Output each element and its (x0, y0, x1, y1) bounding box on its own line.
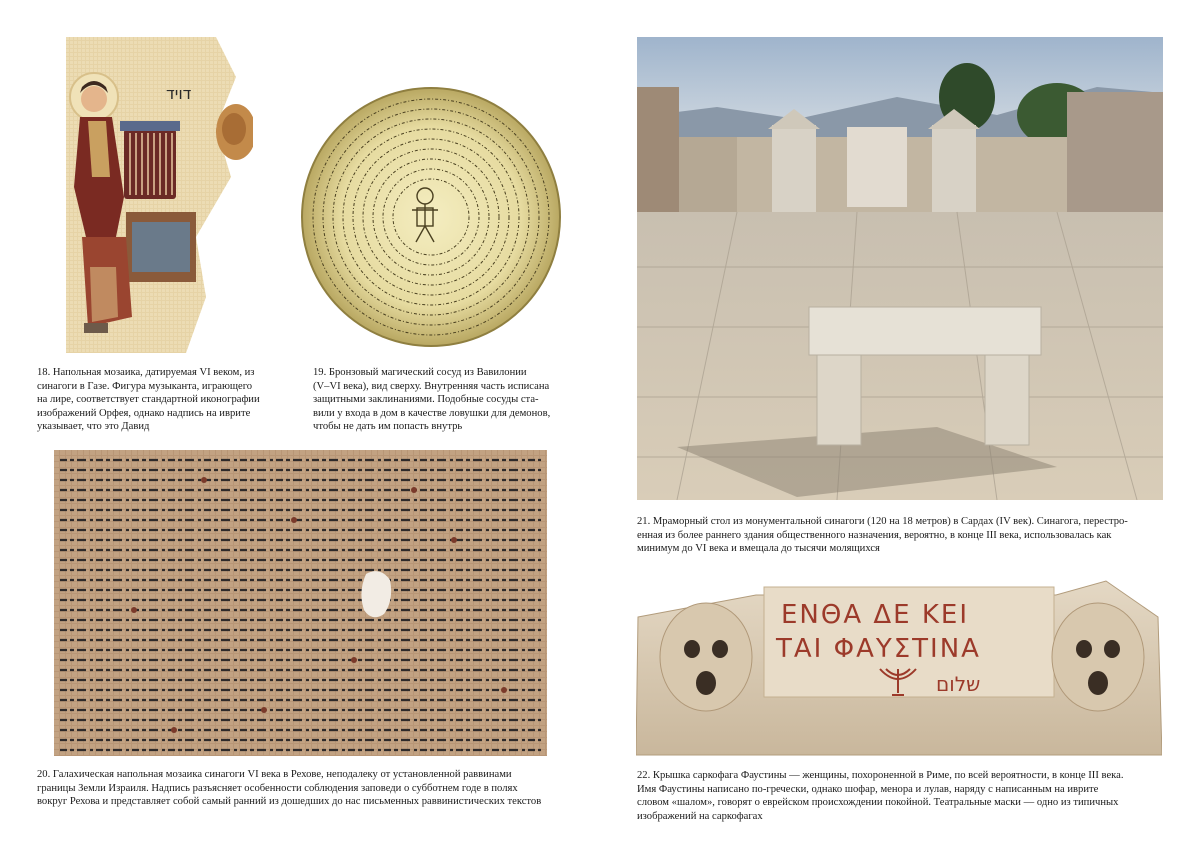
mosaic-david-image (66, 37, 253, 353)
hebrew-shalom-inscription: שלום (936, 672, 981, 696)
faustina-sarcophagus-photo (636, 577, 1162, 757)
caption-fig19: 19. Бронзовый магический сосуд из Вавилонии (V–VI века), вид сверху. Внутренняя часть исписана защитными заклинаниями. Подобные сосуды ста- вили у входа в дом в качестве ловушки для демонов, чтобы не дать им попасть внутрь (313, 367, 551, 433)
greek-inscription-line2: ΤΑΙ ΦΑΥΣΤΙΝΑ (776, 634, 981, 664)
magic-bowl-image (300, 86, 562, 348)
caption-fig22: 22. Крышка саркофага Фаустины — женщины, похороненной в Риме, по всей вероятности, в конце III века. Имя Фаустины написано по-гречески, однако шофар, менора и лулав, наряду с написанным на иврите словом «шалом», говорят о еврейском происхождении покойной. Театральные маски — одно из типичных изображений на саркофагах (637, 770, 1124, 822)
caption-fig20: 20. Галахическая напольная мозаика синагоги VI века в Рехове, неподалеку от установленной раввинами границы Земли Израиля. Надпись разъясняет особенности соблюдения заповеди о субботнем годе в полях вокруг Рехова и представляет собой самый ранний из дошедших до нас письменных раввинистических текстов (37, 769, 542, 808)
hebrew-name-label: דויד (166, 84, 192, 103)
caption-fig18: 18. Напольная мозаика, датируемая VI веком, из синагоги в Газе. Фигура музыканта, играющего на лире, соответствует стандартной иконографии изображений Орфея, однако надпись на иврите указывает, что это Давид (37, 367, 260, 433)
sardis-synagogue-photo (637, 37, 1163, 500)
greek-inscription-line1: ΕΝΘΑ ΔΕ ΚΕΙ (781, 600, 970, 630)
caption-fig21: 21. Мраморный стол из монументальной синагоги (120 на 18 метров) в Сардах (IV век). Синагога, перестро- енная из более раннего здания общественного назначения, вероятно, в конце III века, использовалась как минимум до VI века и вмещала до тысячи молящихся (637, 516, 1128, 555)
rehov-mosaic-image (54, 450, 547, 756)
